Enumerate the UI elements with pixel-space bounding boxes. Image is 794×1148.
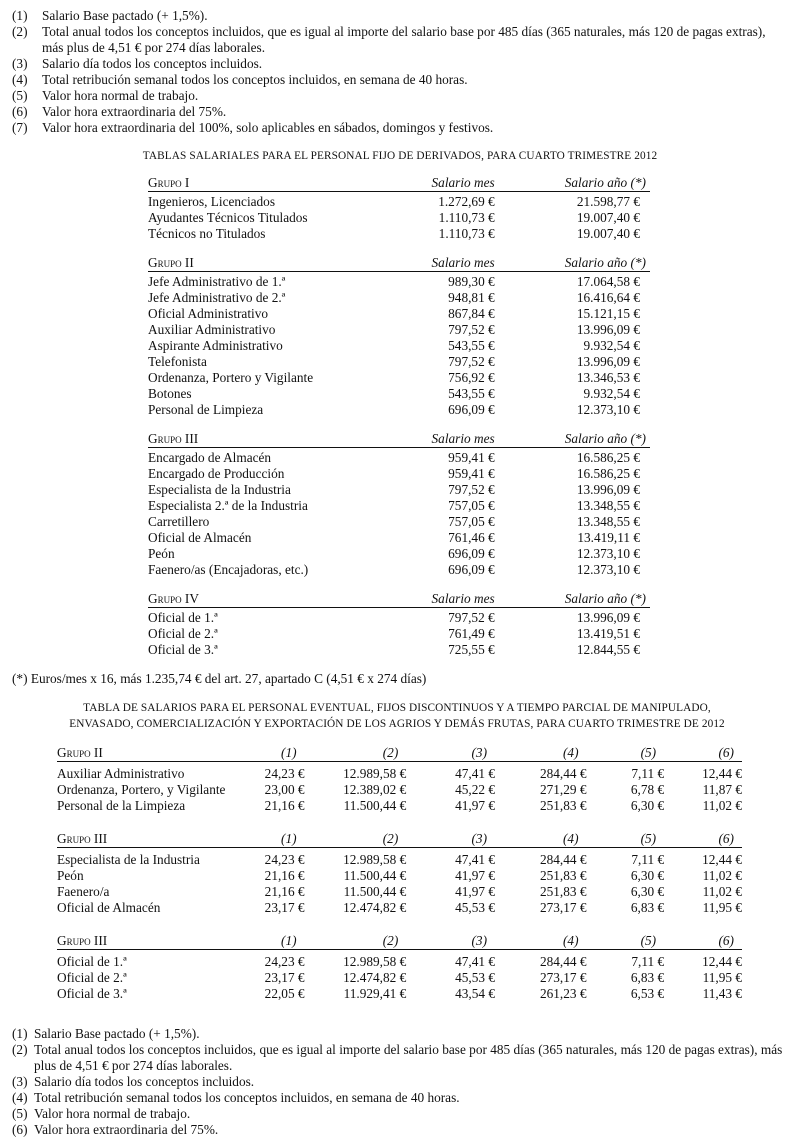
- value-cell: 7,11 €: [631, 852, 665, 867]
- salario-ano-cell: 13.346,53 €: [576, 370, 640, 385]
- note-text: Valor hora extraordinaria del 75%.: [42, 104, 227, 119]
- value-cell: 43,54 €: [455, 986, 496, 1001]
- value-cell: 6,78 €: [630, 782, 665, 797]
- salario-ano-cell: 9.932,54 €: [583, 386, 640, 401]
- group-label: Grupo III: [57, 933, 240, 950]
- column-header-salario-ano: Salario año (*): [495, 175, 650, 192]
- column-header: (5): [587, 933, 665, 950]
- category-cell: Ordenanza, Portero, y Vigilante: [57, 782, 226, 797]
- value-cell: 23,00 €: [264, 782, 305, 797]
- table-row: [57, 782, 742, 798]
- value-cell: 11,95 €: [702, 970, 742, 985]
- value-cell: 261,23 €: [539, 986, 587, 1001]
- value-cell: 12,44 €: [702, 852, 742, 867]
- note-text: Salario Base pactado (+ 1,5%).: [42, 8, 208, 23]
- column-header-salario-mes: Salario mes: [398, 175, 494, 192]
- table-row: [148, 402, 650, 418]
- column-header: (4): [495, 831, 587, 848]
- salario-mes-cell: 797,52 €: [448, 322, 495, 337]
- salario-mes-cell: 797,52 €: [448, 610, 495, 625]
- table-row: [57, 852, 742, 868]
- category-cell: Oficial de 2.ª: [57, 970, 127, 985]
- salario-ano-cell: 9.932,54 €: [583, 338, 640, 353]
- group-label: Grupo III: [57, 831, 240, 848]
- column-header-salario-mes: Salario mes: [398, 255, 494, 272]
- group-header-row: [57, 745, 742, 762]
- note-number: (5): [12, 1106, 28, 1121]
- column-header-salario-ano: Salario año (*): [495, 431, 650, 448]
- value-cell: 6,83 €: [630, 970, 665, 985]
- value-cell: 284,44 €: [539, 766, 587, 781]
- table1-title: TABLAS SALARIALES PARA EL PERSONAL FIJO DE DERIVADOS, PARA CUARTO TRIMESTRE 2012: [142, 150, 658, 162]
- salario-ano-cell: 16.586,25 €: [576, 450, 640, 465]
- column-header: (6): [664, 745, 742, 762]
- value-cell: 7,11 €: [631, 954, 665, 969]
- value-cell: 12.389,02 €: [343, 782, 407, 797]
- salario-ano-cell: 13.419,51 €: [576, 626, 640, 641]
- value-cell: 7,11 €: [631, 766, 665, 781]
- category-cell: Ingenieros, Licenciados: [148, 194, 276, 209]
- column-header: (1): [240, 831, 304, 848]
- salario-ano-cell: 13.996,09 €: [576, 482, 640, 497]
- table-row: [148, 194, 650, 210]
- group-header-row: [57, 831, 742, 848]
- value-cell: 12.474,82 €: [343, 970, 407, 985]
- column-header: (1): [240, 745, 304, 762]
- category-cell: Ayudantes Técnicos Titulados: [148, 210, 308, 225]
- note-number: (2): [12, 24, 28, 39]
- value-cell: 11,95 €: [702, 900, 742, 915]
- value-cell: 11,43 €: [702, 986, 742, 1001]
- salario-ano-cell: 17.064,58 €: [576, 274, 640, 289]
- table-row: [148, 210, 650, 226]
- category-cell: Aspirante Administrativo: [148, 338, 283, 353]
- table-row: [57, 986, 742, 1002]
- note-item: [12, 88, 788, 104]
- note-item: [12, 8, 788, 24]
- category-cell: Especialista de la Industria: [148, 482, 291, 497]
- salario-ano-cell: 13.996,09 €: [576, 354, 640, 369]
- salario-ano-cell: 19.007,40 €: [576, 210, 640, 225]
- group-label: Grupo II: [148, 255, 398, 272]
- note-text: Valor hora extraordinaria del 75%.: [34, 1122, 219, 1137]
- category-cell: Oficial de 3.ª: [57, 986, 127, 1001]
- note-item: [12, 1122, 788, 1138]
- column-header: (3): [406, 745, 495, 762]
- salary-table-fijo: [148, 175, 650, 658]
- value-cell: 11.500,44 €: [343, 798, 407, 813]
- note-text: Valor hora normal de trabajo.: [34, 1106, 191, 1121]
- value-cell: 23,17 €: [264, 900, 305, 915]
- value-cell: 12.989,58 €: [343, 766, 407, 781]
- column-header: (2): [305, 933, 407, 950]
- value-cell: 21,16 €: [264, 868, 305, 883]
- category-cell: Carretillero: [148, 514, 210, 529]
- group-header-row: [148, 175, 650, 192]
- column-header-salario-mes: Salario mes: [398, 591, 494, 608]
- salario-ano-cell: 13.419,11 €: [577, 530, 640, 545]
- salary-table-eventual: [57, 745, 742, 1002]
- note-item: [12, 1074, 788, 1090]
- column-header: (2): [305, 831, 407, 848]
- value-cell: 45,53 €: [455, 970, 496, 985]
- salario-ano-cell: 19.007,40 €: [576, 226, 640, 241]
- note-item: [12, 56, 788, 72]
- value-cell: 6,30 €: [630, 884, 665, 899]
- value-cell: 273,17 €: [539, 970, 587, 985]
- category-cell: Peón: [57, 868, 84, 883]
- value-cell: 47,41 €: [455, 954, 496, 969]
- salario-mes-cell: 696,09 €: [448, 546, 495, 561]
- value-cell: 41,97 €: [455, 868, 496, 883]
- table-row: [148, 338, 650, 354]
- bottom-notes: [12, 1026, 788, 1138]
- category-cell: Oficial Administrativo: [148, 306, 269, 321]
- table-row: [148, 466, 650, 482]
- group-label: Grupo II: [57, 745, 240, 762]
- value-cell: 47,41 €: [455, 852, 496, 867]
- salario-mes-cell: 761,49 €: [448, 626, 495, 641]
- value-cell: 24,23 €: [264, 766, 305, 781]
- salario-mes-cell: 1.272,69 €: [438, 194, 495, 209]
- note-item: [12, 72, 788, 88]
- category-cell: Oficial de Almacén: [148, 530, 252, 545]
- value-cell: 11,02 €: [702, 884, 742, 899]
- note-number: (4): [12, 1090, 28, 1105]
- group-label: Grupo I: [148, 175, 398, 192]
- value-cell: 12.474,82 €: [343, 900, 407, 915]
- table-row: [148, 562, 650, 578]
- table-row: [148, 498, 650, 514]
- salario-mes-cell: 989,30 €: [448, 274, 495, 289]
- value-cell: 11.500,44 €: [343, 884, 407, 899]
- table-row: [148, 610, 650, 626]
- note-item: [12, 24, 788, 56]
- column-header: (6): [664, 831, 742, 848]
- category-cell: Auxiliar Administrativo: [148, 322, 276, 337]
- category-cell: Telefonista: [148, 354, 207, 369]
- note-text: Total anual todos los conceptos incluidos, que es igual al importe del salario base por 485 días (365 naturales, más 120 de pagas extras), más plus de 4,51 € por 274 días laborales.: [42, 24, 766, 55]
- note-text: Salario día todos los conceptos incluidos.: [42, 56, 263, 71]
- salario-mes-cell: 867,84 €: [448, 306, 495, 321]
- value-cell: 11,02 €: [702, 798, 742, 813]
- value-cell: 11,87 €: [702, 782, 742, 797]
- group-header-row: [57, 933, 742, 950]
- category-cell: Encargado de Producción: [148, 466, 285, 481]
- salario-ano-cell: 12.373,10 €: [576, 546, 640, 561]
- table-row: [148, 546, 650, 562]
- value-cell: 12,44 €: [702, 766, 742, 781]
- salario-ano-cell: 13.996,09 €: [576, 322, 640, 337]
- category-cell: Faenero/as (Encajadoras, etc.): [148, 562, 309, 577]
- column-header: (5): [587, 745, 665, 762]
- table-row: [148, 226, 650, 242]
- note-text: Valor hora extraordinaria del 100%, solo aplicables en sábados, domingos y festivos.: [42, 120, 494, 135]
- value-cell: 11,02 €: [702, 868, 742, 883]
- note-text: Total retribución semanal todos los conceptos incluidos, en semana de 40 horas.: [34, 1090, 460, 1105]
- table-row: [148, 386, 650, 402]
- table-row: [57, 970, 742, 986]
- salario-mes-cell: 959,41 €: [448, 466, 495, 481]
- table1-footnote: (*) Euros/mes x 16, más 1.235,74 € del art. 27, apartado C (4,51 € x 274 días): [12, 671, 427, 686]
- top-notes: [12, 8, 788, 136]
- value-cell: 251,83 €: [539, 868, 587, 883]
- value-cell: 284,44 €: [539, 852, 587, 867]
- group-header-row: [148, 591, 650, 608]
- salario-mes-cell: 696,09 €: [448, 562, 495, 577]
- category-cell: Especialista de la Industria: [57, 852, 200, 867]
- category-cell: Auxiliar Administrativo: [57, 766, 185, 781]
- note-number: (6): [12, 104, 28, 119]
- salario-ano-cell: 16.416,64 €: [576, 290, 640, 305]
- value-cell: 251,83 €: [539, 884, 587, 899]
- salario-ano-cell: 21.598,77 €: [576, 194, 640, 209]
- column-header: (3): [406, 933, 495, 950]
- category-cell: Botones: [148, 386, 192, 401]
- value-cell: 12.989,58 €: [343, 954, 407, 969]
- value-cell: 45,22 €: [455, 782, 496, 797]
- category-cell: Oficial de Almacén: [57, 900, 161, 915]
- salario-mes-cell: 543,55 €: [448, 386, 495, 401]
- value-cell: 12,44 €: [702, 954, 742, 969]
- salario-mes-cell: 948,81 €: [448, 290, 495, 305]
- salario-mes-cell: 797,52 €: [448, 354, 495, 369]
- group-label: Grupo III: [148, 431, 398, 448]
- column-header: (4): [495, 933, 587, 950]
- salario-mes-cell: 757,05 €: [448, 498, 495, 513]
- note-number: (6): [12, 1122, 28, 1137]
- note-number: (5): [12, 88, 28, 103]
- category-cell: Peón: [148, 546, 175, 561]
- note-item: [12, 104, 788, 120]
- salario-mes-cell: 543,55 €: [448, 338, 495, 353]
- note-number: (3): [12, 56, 28, 71]
- note-item: [12, 1106, 788, 1122]
- category-cell: Jefe Administrativo de 2.ª: [148, 290, 286, 305]
- salario-mes-cell: 757,05 €: [448, 514, 495, 529]
- note-number: (1): [12, 1026, 28, 1041]
- table-row: [57, 884, 742, 900]
- column-header-salario-ano: Salario año (*): [495, 591, 650, 608]
- note-item: [12, 1026, 788, 1042]
- table-row: [57, 766, 742, 782]
- category-cell: Oficial de 1.ª: [148, 610, 218, 625]
- value-cell: 41,97 €: [455, 884, 496, 899]
- category-cell: Oficial de 3.ª: [148, 642, 218, 657]
- category-cell: Ordenanza, Portero y Vigilante: [148, 370, 314, 385]
- value-cell: 22,05 €: [264, 986, 305, 1001]
- note-number: (3): [12, 1074, 28, 1089]
- table-row: [148, 482, 650, 498]
- note-item: [12, 120, 788, 136]
- value-cell: 47,41 €: [455, 766, 496, 781]
- value-cell: 6,30 €: [630, 868, 665, 883]
- category-cell: Personal de la Limpieza: [57, 798, 186, 813]
- value-cell: 23,17 €: [264, 970, 305, 985]
- table-row: [148, 322, 650, 338]
- category-cell: Oficial de 2.ª: [148, 626, 218, 641]
- category-cell: Especialista 2.ª de la Industria: [148, 498, 308, 513]
- category-cell: Encargado de Almacén: [148, 450, 272, 465]
- table-row: [148, 450, 650, 466]
- group-label: Grupo IV: [148, 591, 398, 608]
- salario-mes-cell: 1.110,73 €: [438, 226, 495, 241]
- salario-ano-cell: 12.844,55 €: [576, 642, 640, 657]
- table-row: [148, 626, 650, 642]
- salario-mes-cell: 1.110,73 €: [438, 210, 495, 225]
- value-cell: 45,53 €: [455, 900, 496, 915]
- table-row: [148, 354, 650, 370]
- salario-mes-cell: 696,09 €: [448, 402, 495, 417]
- table-row: [148, 514, 650, 530]
- value-cell: 271,29 €: [539, 782, 587, 797]
- value-cell: 12.989,58 €: [343, 852, 407, 867]
- category-cell: Faenero/a: [57, 884, 110, 899]
- value-cell: 24,23 €: [264, 852, 305, 867]
- value-cell: 11.929,41 €: [343, 986, 407, 1001]
- salario-mes-cell: 725,55 €: [448, 642, 495, 657]
- note-text: Valor hora normal de trabajo.: [42, 88, 199, 103]
- column-header: (1): [240, 933, 304, 950]
- table-row: [148, 642, 650, 658]
- salario-mes-cell: 761,46 €: [448, 530, 495, 545]
- table-row: [57, 868, 742, 884]
- table-row: [148, 306, 650, 322]
- table-row: [148, 530, 650, 546]
- value-cell: 6,30 €: [630, 798, 665, 813]
- column-header-salario-ano: Salario año (*): [495, 255, 650, 272]
- salario-mes-cell: 797,52 €: [448, 482, 495, 497]
- salario-ano-cell: 16.586,25 €: [576, 466, 640, 481]
- value-cell: 284,44 €: [539, 954, 587, 969]
- category-cell: Técnicos no Titulados: [148, 226, 266, 241]
- column-header: (6): [664, 933, 742, 950]
- category-cell: Jefe Administrativo de 1.ª: [148, 274, 286, 289]
- note-item: [12, 1042, 788, 1074]
- category-cell: Personal de Limpieza: [148, 402, 264, 417]
- table-row: [57, 954, 742, 970]
- salario-ano-cell: 15.121,15 €: [576, 306, 640, 321]
- value-cell: 6,83 €: [630, 900, 665, 915]
- value-cell: 21,16 €: [264, 884, 305, 899]
- note-number: (7): [12, 120, 28, 135]
- group-header-row: [148, 431, 650, 448]
- value-cell: 21,16 €: [264, 798, 305, 813]
- salario-mes-cell: 756,92 €: [448, 370, 495, 385]
- salario-ano-cell: 12.373,10 €: [576, 562, 640, 577]
- table2-title-line1: TABLA DE SALARIOS PARA EL PERSONAL EVENTUAL, FIJOS DISCONTINUOS Y A TIEMPO PARCIAL DE MANIPULADO,: [83, 702, 711, 714]
- value-cell: 11.500,44 €: [343, 868, 407, 883]
- note-number: (4): [12, 72, 28, 87]
- note-item: [12, 1090, 788, 1106]
- note-text: Salario Base pactado (+ 1,5%).: [34, 1026, 200, 1041]
- column-header: (4): [495, 745, 587, 762]
- value-cell: 6,53 €: [630, 986, 665, 1001]
- salario-ano-cell: 13.348,55 €: [576, 514, 640, 529]
- note-text: Total anual todos los conceptos incluidos, que es igual al importe del salario base por 485 días (365 naturales, más 120 de pagas extras), más plus de 4,51 € por 274 días laborales.: [34, 1042, 783, 1073]
- salario-mes-cell: 959,41 €: [448, 450, 495, 465]
- salario-ano-cell: 13.348,55 €: [576, 498, 640, 513]
- value-cell: 24,23 €: [264, 954, 305, 969]
- table2-title: [20, 700, 774, 732]
- column-header: (5): [587, 831, 665, 848]
- value-cell: 41,97 €: [455, 798, 496, 813]
- note-text: Total retribución semanal todos los conceptos incluidos, en semana de 40 horas.: [42, 72, 468, 87]
- table-row: [57, 900, 742, 916]
- salario-ano-cell: 13.996,09 €: [576, 610, 640, 625]
- value-cell: 251,83 €: [539, 798, 587, 813]
- note-number: (2): [12, 1042, 28, 1057]
- category-cell: Oficial de 1.ª: [57, 954, 127, 969]
- table-row: [148, 290, 650, 306]
- table-row: [148, 274, 650, 290]
- value-cell: 273,17 €: [539, 900, 587, 915]
- note-text: Salario día todos los conceptos incluidos.: [34, 1074, 255, 1089]
- salario-ano-cell: 12.373,10 €: [576, 402, 640, 417]
- table2-title-line2: ENVASADO, COMERCIALIZACIÓN Y EXPORTACIÓN DE LOS AGRIOS Y DEMÁS FRUTAS, PARA CUARTO TRIMESTRE DE 2012: [69, 718, 725, 730]
- group-header-row: [148, 255, 650, 272]
- note-number: (1): [12, 8, 28, 23]
- column-header: (3): [406, 831, 495, 848]
- column-header: (2): [305, 745, 407, 762]
- table-row: [148, 370, 650, 386]
- column-header-salario-mes: Salario mes: [398, 431, 494, 448]
- table-row: [57, 798, 742, 814]
